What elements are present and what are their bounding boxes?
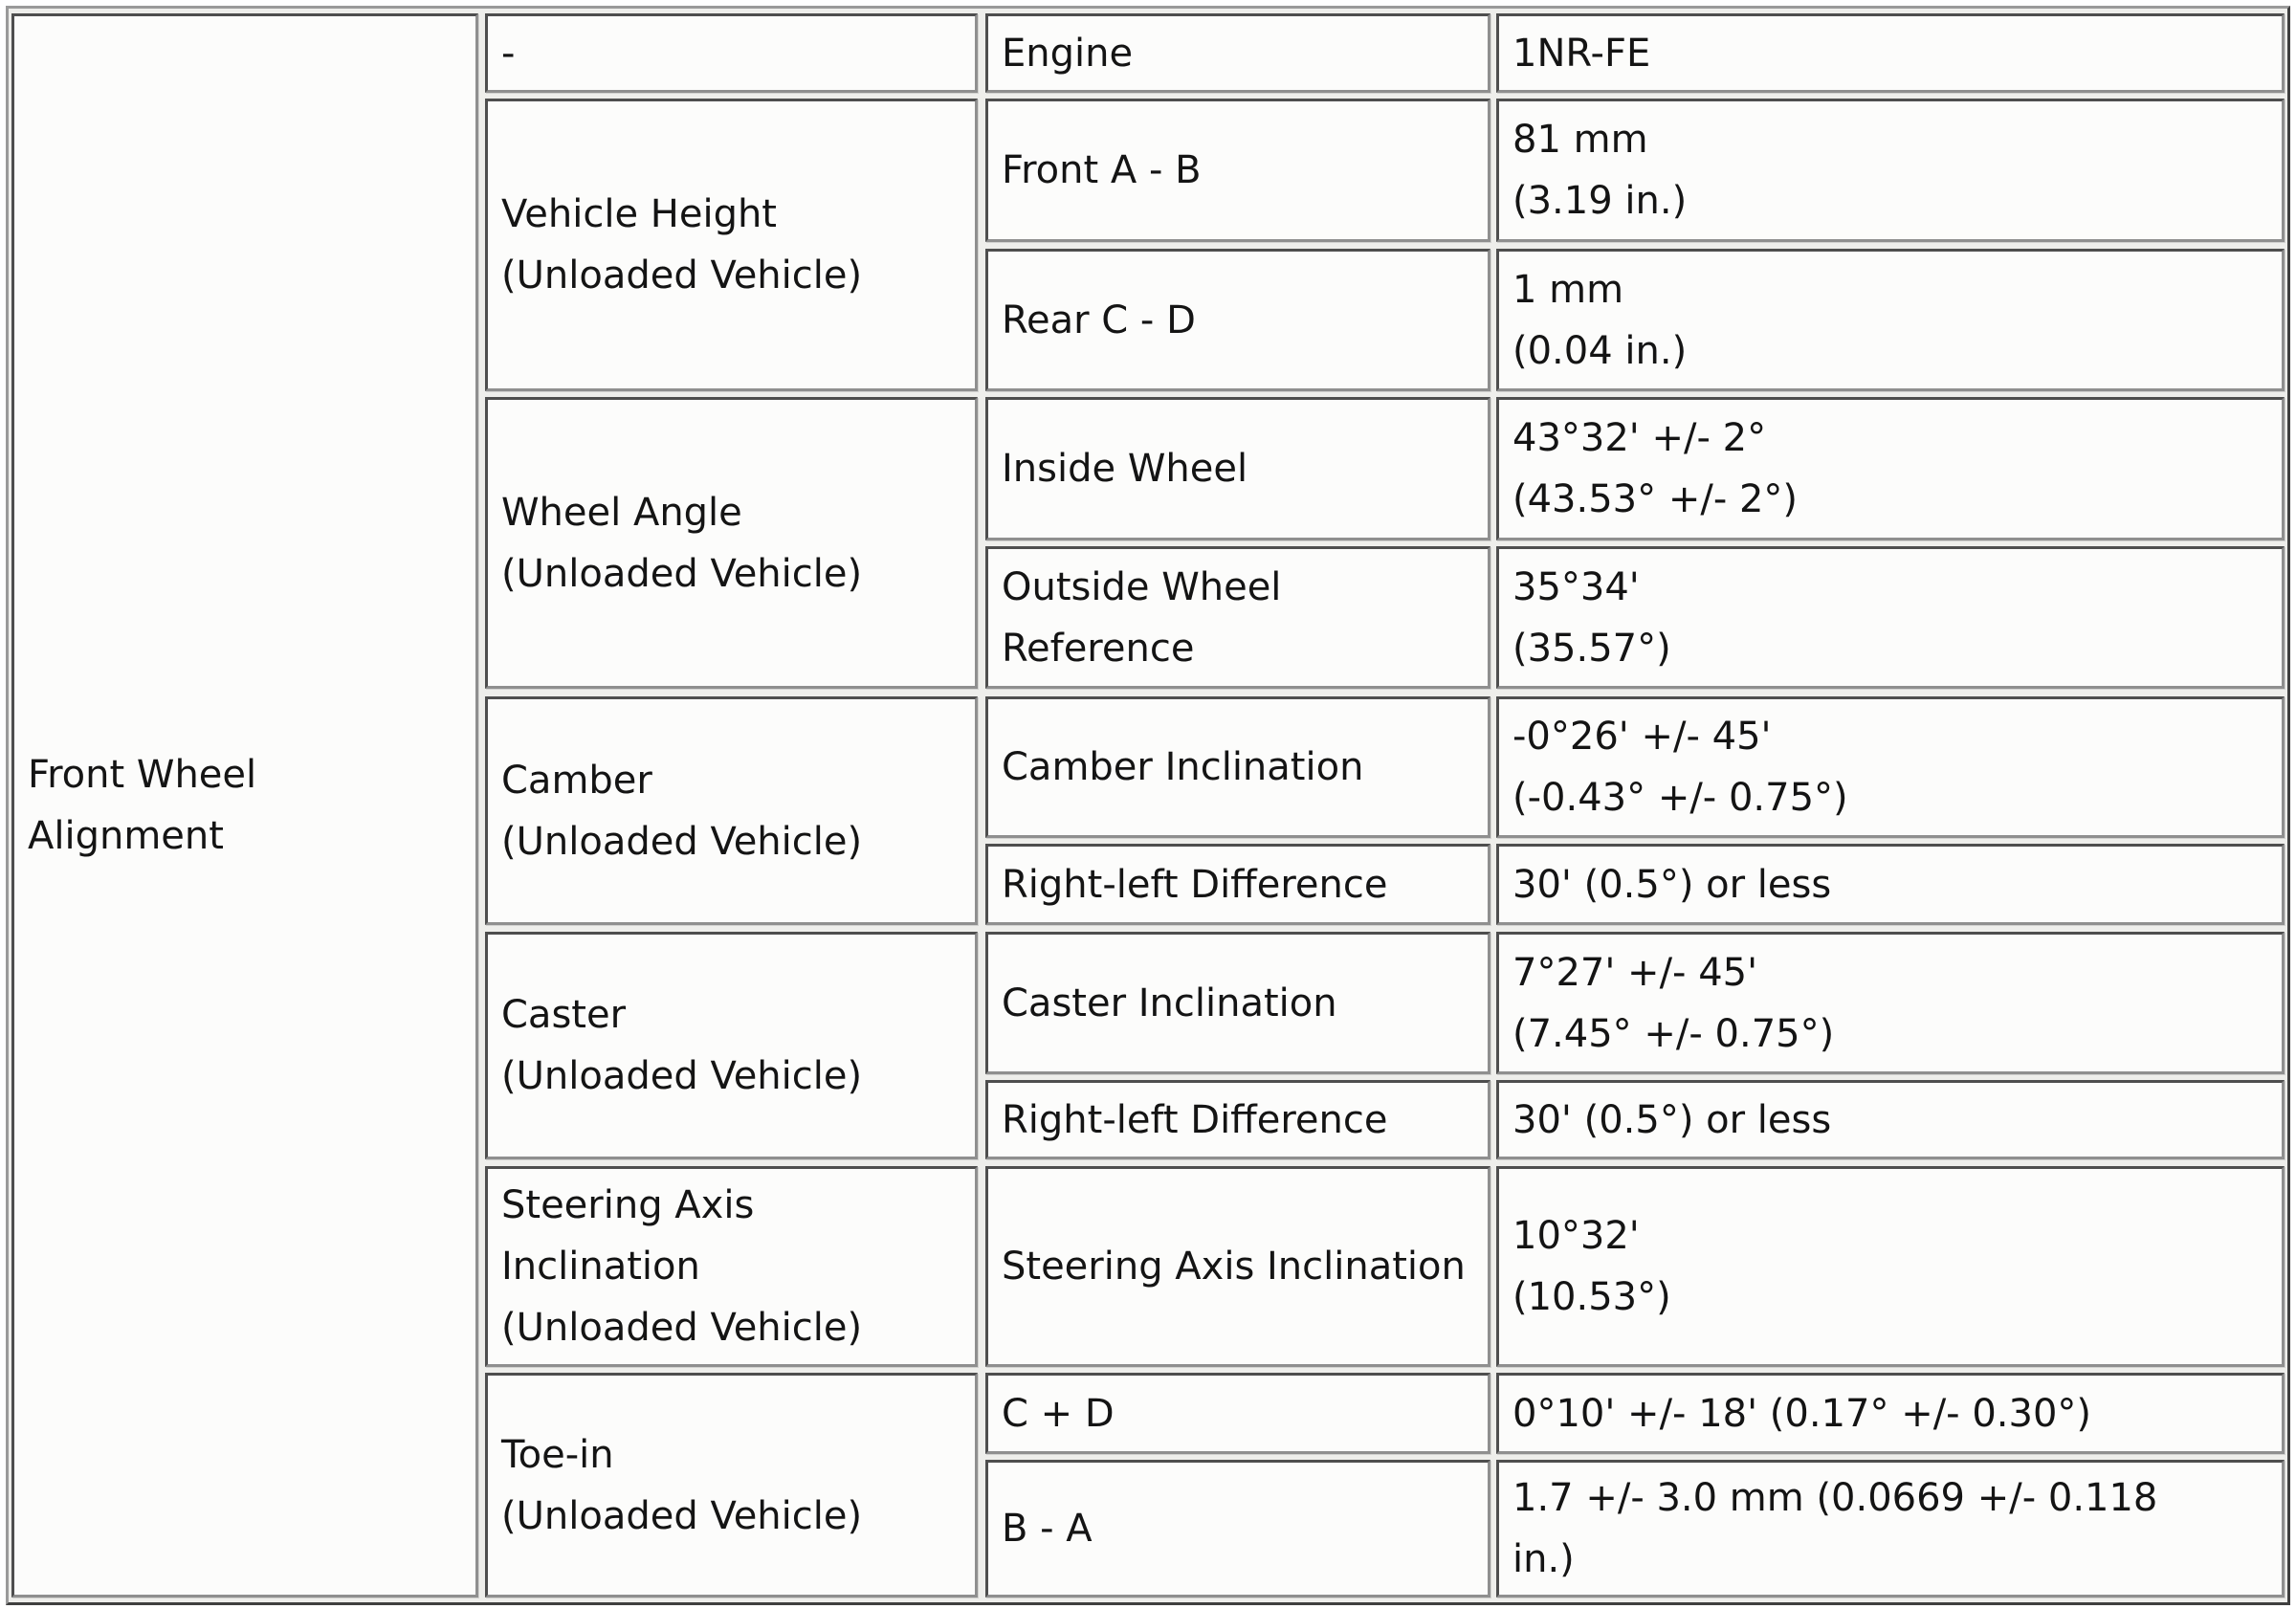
cell-text-line: 30' (0.5°) or less [1512,862,1832,907]
item-cell-toe-in [485,1373,978,1598]
label-cell-camber-right-left-difference [985,844,1490,925]
cell-text-line: Wheel Angle [501,490,742,535]
cell-text-line: in.) [1512,1537,1575,1581]
item-cell-caster [485,932,978,1159]
cell-text-line: (Unloaded Vehicle) [501,1493,863,1538]
value-cell-rear-c-d [1496,249,2285,391]
item-cell-camber [485,696,978,925]
cell-text-line: 81 mm [1512,118,1648,162]
cell-text-line: 30' (0.5°) or less [1512,1097,1832,1142]
label-cell-engine [985,13,1490,93]
label-cell-rear-c-d [985,249,1490,391]
cell-text-line: Outside Wheel [1002,564,1282,609]
value-cell-b-minus-a [1496,1460,2285,1598]
cell-text-line: B - A [1002,1507,1093,1551]
cell-text-line: Right-left Difference [1002,1097,1388,1142]
value-cell-caster-inclination [1496,932,2285,1074]
value-cell-camber-inclination [1496,696,2285,838]
cell-text-line: (0.04 in.) [1512,328,1688,373]
cell-text-line: - [501,31,516,76]
cell-text-line: Caster [501,993,627,1037]
label-cell-caster-inclination [985,932,1490,1074]
value-cell-front-a-b [1496,99,2285,242]
cell-text-line: Camber Inclination [1002,745,1364,789]
cell-text-line: 1 mm [1512,267,1624,312]
value-cell-camber-right-left-difference [1496,844,2285,925]
group-label-cell [11,13,478,1598]
value-cell-c-plus-d [1496,1373,2285,1454]
cell-text-line: 0°10' +/- 18' (0.17° +/- 0.30°) [1512,1391,2091,1436]
cell-text-line: (3.19 in.) [1512,179,1688,223]
cell-text-line: (35.57°) [1512,626,1671,671]
cell-text-line: (Unloaded Vehicle) [501,819,863,864]
cell-text-line: Front A - B [1002,148,1202,192]
cell-text-line: Vehicle Height [501,192,777,236]
cell-text-line: (Unloaded Vehicle) [501,551,863,596]
cell-text-line: (10.53°) [1512,1275,1671,1319]
cell-text-line: 1NR-FE [1512,31,1651,76]
cell-text-line: C + D [1002,1391,1115,1436]
label-cell-outside-wheel [985,546,1490,689]
cell-text-line: 1.7 +/- 3.0 mm (0.0669 +/- 0.118 [1512,1476,2158,1520]
cell-text-line: Alignment [28,814,224,858]
value-cell-inside-wheel [1496,397,2285,540]
label-cell-front-a-b [985,99,1490,242]
cell-text-line: Toe-in [501,1432,614,1477]
value-cell-outside-wheel [1496,546,2285,689]
value-cell-steering-axis-inclination [1496,1166,2285,1367]
item-cell-vehicle-height [485,99,978,391]
cell-text-line: Inclination [501,1245,700,1289]
cell-text-line: -0°26' +/- 45' [1512,715,1772,759]
label-cell-b-minus-a [985,1460,1490,1598]
cell-text-line: Steering Axis [501,1183,755,1227]
label-cell-caster-right-left-difference [985,1080,1490,1159]
cell-text-line: (7.45° +/- 0.75°) [1512,1011,1835,1056]
cell-text-line: 43°32' +/- 2° [1512,416,1767,460]
cell-text-line: Right-left Difference [1002,862,1388,907]
cell-text-line: Engine [1002,31,1134,76]
cell-text-line: 10°32' [1512,1214,1640,1258]
cell-text-line: (Unloaded Vehicle) [501,1054,863,1098]
item-cell-wheel-angle [485,397,978,689]
cell-text-line: Rear C - D [1002,298,1196,342]
item-cell-steering-axis-inclination [485,1166,978,1367]
cell-text-line: 35°34' [1512,564,1640,609]
cell-text-line: Reference [1002,626,1195,671]
cell-text-line: Front Wheel [28,753,257,797]
label-cell-camber-inclination [985,696,1490,838]
item-cell-engine [485,13,978,93]
cell-text-line: (-0.43° +/- 0.75°) [1512,776,1848,820]
value-cell-engine [1496,13,2285,93]
cell-text-line: (Unloaded Vehicle) [501,1306,863,1350]
label-cell-inside-wheel [985,397,1490,540]
cell-text-line: Inside Wheel [1002,447,1248,491]
cell-text-line: Camber [501,758,652,803]
value-cell-caster-right-left-difference [1496,1080,2285,1159]
label-cell-c-plus-d [985,1373,1490,1454]
cell-text-line: Steering Axis Inclination [1002,1245,1466,1289]
label-cell-steering-axis-inclination [985,1166,1490,1367]
cell-text-line: 7°27' +/- 45' [1512,950,1758,995]
cell-text-line: (Unloaded Vehicle) [501,253,863,298]
cell-text-line: Caster Inclination [1002,981,1337,1025]
cell-text-line: (43.53° +/- 2°) [1512,477,1799,521]
